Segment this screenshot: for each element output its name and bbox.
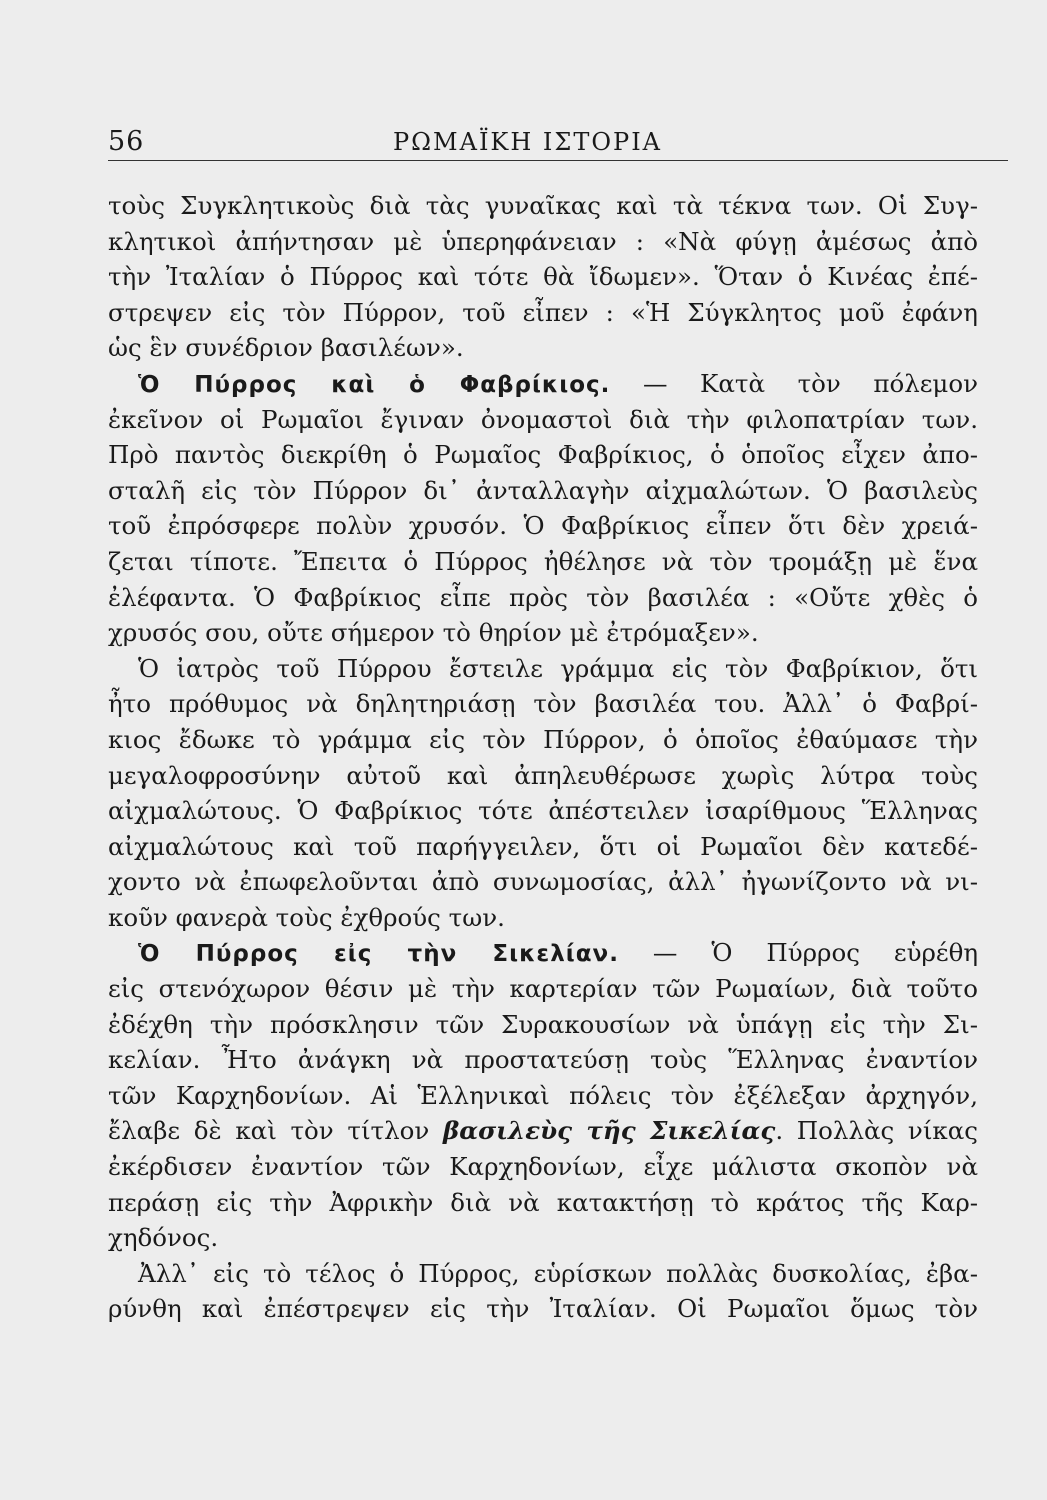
- text-line: ἐκέρδισεν ἐναντίον τῶν Καρχηδονίων, εἶχε μάλιστα σκοπὸν νὰ: [108, 1152, 978, 1182]
- text-line: ὡς ἓν συνέδριον βασιλέων».: [108, 333, 464, 363]
- text-line: ἐκεῖνον οἱ Ρωμαῖοι ἔγιναν ὀνομαστοὶ διὰ τὴν φιλοπατρίαν των.: [108, 404, 978, 434]
- text-line: χρυσός σου, οὔτε σήμερον τὸ θηρίον μὲ ἐτρόμαξεν».: [108, 618, 759, 648]
- text-line: ἐδέχθη τὴν πρόσκλησιν τῶν Συρακουσίων νὰ ὑπάγῃ εἰς τὴν Σι-: [108, 1009, 978, 1039]
- page-header: [108, 126, 1008, 160]
- text-line: ἦτο πρόθυμος νὰ δηλητηριάσῃ τὸν βασιλέα του. Ἀλλ᾿ ὁ Φαβρί-: [108, 689, 978, 719]
- emphasized-title: βασιλεὺς τῆς Σικελίας: [442, 1116, 776, 1146]
- text-line: κιος ἔδωκε τὸ γράμμα εἰς τὸν Πύρρον, ὁ ὁποῖος ἐθαύμασε τὴν: [108, 724, 978, 754]
- text-line: χοντο νὰ ἐπωφελοῦνται ἀπὸ συνωμοσίας, ἀλλ᾿ ἠγωνίζοντο νὰ νι-: [108, 867, 978, 897]
- text-line: ρύνθη καὶ ἐπέστρεψεν εἰς τὴν Ἰταλίαν. Οἱ Ρωμαῖοι ὅμως τὸν: [108, 1294, 978, 1324]
- text-line: σταλῆ εἰς τὸν Πύρρον δι᾿ ἀνταλλαγὴν αἰχμαλώτων. Ὁ βασιλεὺς: [108, 475, 978, 505]
- text-line: μεγαλοφροσύνην αὐτοῦ καὶ ἀπηλευθέρωσε χωρὶς λύτρα τοὺς: [108, 760, 978, 790]
- page-number: 56: [108, 126, 145, 157]
- text-line: Πρὸ παντὸς διεκρίθη ὁ Ρωμαῖος Φαβρίκιος, ὁ ὁποῖος εἶχεν ἀπο-: [108, 440, 978, 470]
- text-line: τὴν Ἰταλίαν ὁ Πύρρος καὶ τότε θὰ ἴδωμεν». Ὅταν ὁ Κινέας ἐπέ-: [108, 262, 978, 292]
- text-line: κοῦν φανερὰ τοὺς ἐχθρούς των.: [108, 902, 505, 932]
- text-line: ζεται τίποτε. Ἔπειτα ὁ Πύρρος ἠθέλησε νὰ τὸν τρομάξῃ μὲ ἕνα: [108, 546, 978, 576]
- section-heading: Ὁ Πύρρος εἰς τὴν Σικελίαν.: [138, 941, 619, 968]
- text-line: Ὁ ἰατρὸς τοῦ Πύρρου ἔστειλε γράμμα εἰς τὸν Φαβρίκιον, ὅτι: [138, 653, 978, 683]
- text-line: κελίαν. Ἦτο ἀνάγκη νὰ προστατεύσῃ τοὺς Ἕλληνας ἐναντίον: [108, 1045, 978, 1075]
- header-rule: [108, 160, 1008, 161]
- section-heading-line: Ὁ Πύρρος εἰς τὴν Σικελίαν. — Ὁ Πύρρος εὑρέθη: [138, 938, 978, 968]
- text-line: τοὺς Συγκλητικοὺς διὰ τὰς γυναῖκας καὶ τὰ τέκνα των. Οἱ Συγ-: [108, 191, 978, 220]
- text-line: περάσῃ εἰς τὴν Ἀφρικὴν διὰ νὰ κατακτήσῃ τὸ κράτος τῆς Καρ-: [108, 1187, 978, 1217]
- text-line: χηδόνος.: [108, 1223, 219, 1253]
- running-title: ΡΩΜΑΪΚΗ ΙΣΤΟΡΙΑ: [393, 128, 663, 156]
- text-line: εἰς στενόχωρον θέσιν μὲ τὴν καρτερίαν τῶν Ρωμαίων, διὰ τοῦτο: [108, 974, 978, 1004]
- text-line: αἰχμαλώτους καὶ τοῦ παρήγγειλεν, ὅτι οἱ Ρωμαῖοι δὲν κατεδέ-: [108, 831, 978, 861]
- text-line: αἰχμαλώτους. Ὁ Φαβρίκιος τότε ἀπέστειλεν ἰσαρίθμους Ἕλληνας: [108, 796, 978, 826]
- body-text: [108, 188, 978, 1327]
- text-line: τῶν Καρχηδονίων. Αἱ Ἑλληνικαὶ πόλεις τὸν ἐξέλεξαν ἀρχηγόν,: [108, 1080, 978, 1110]
- text-line: ἔλαβε δὲ καὶ τὸν τίτλον βασιλεὺς τῆς Σικελίας. Πολλὰς νίκας: [108, 1116, 979, 1146]
- text-line: κλητικοὶ ἀπήντησαν μὲ ὑπερηφάνειαν : «Νὰ φύγῃ ἀμέσως ἀπὸ: [108, 226, 978, 256]
- section-heading: Ὁ Πύρρος καὶ ὁ Φαβρίκιος.: [138, 371, 611, 398]
- text-line: Ἀλλ᾿ εἰς τὸ τέλος ὁ Πύρρος, εὑρίσκων πολλὰς δυσκολίας, ἐβα-: [138, 1258, 978, 1288]
- text-line: ἐλέφαντα. Ὁ Φαβρίκιος εἶπε πρὸς τὸν βασιλέα : «Οὔτε χθὲς ὁ: [108, 582, 978, 612]
- section-heading-line: Ὁ Πύρρος καὶ ὁ Φαβρίκιος. — Κατὰ τὸν πόλεμον: [138, 368, 978, 398]
- text-line: τοῦ ἐπρόσφερε πολὺν χρυσόν. Ὁ Φαβρίκιος εἶπεν ὅτι δὲν χρειά-: [108, 511, 978, 541]
- text-line: στρεψεν εἰς τὸν Πύρρον, τοῦ εἶπεν : «Ἡ Σύγκλητος μοῦ ἐφάνη: [108, 297, 978, 327]
